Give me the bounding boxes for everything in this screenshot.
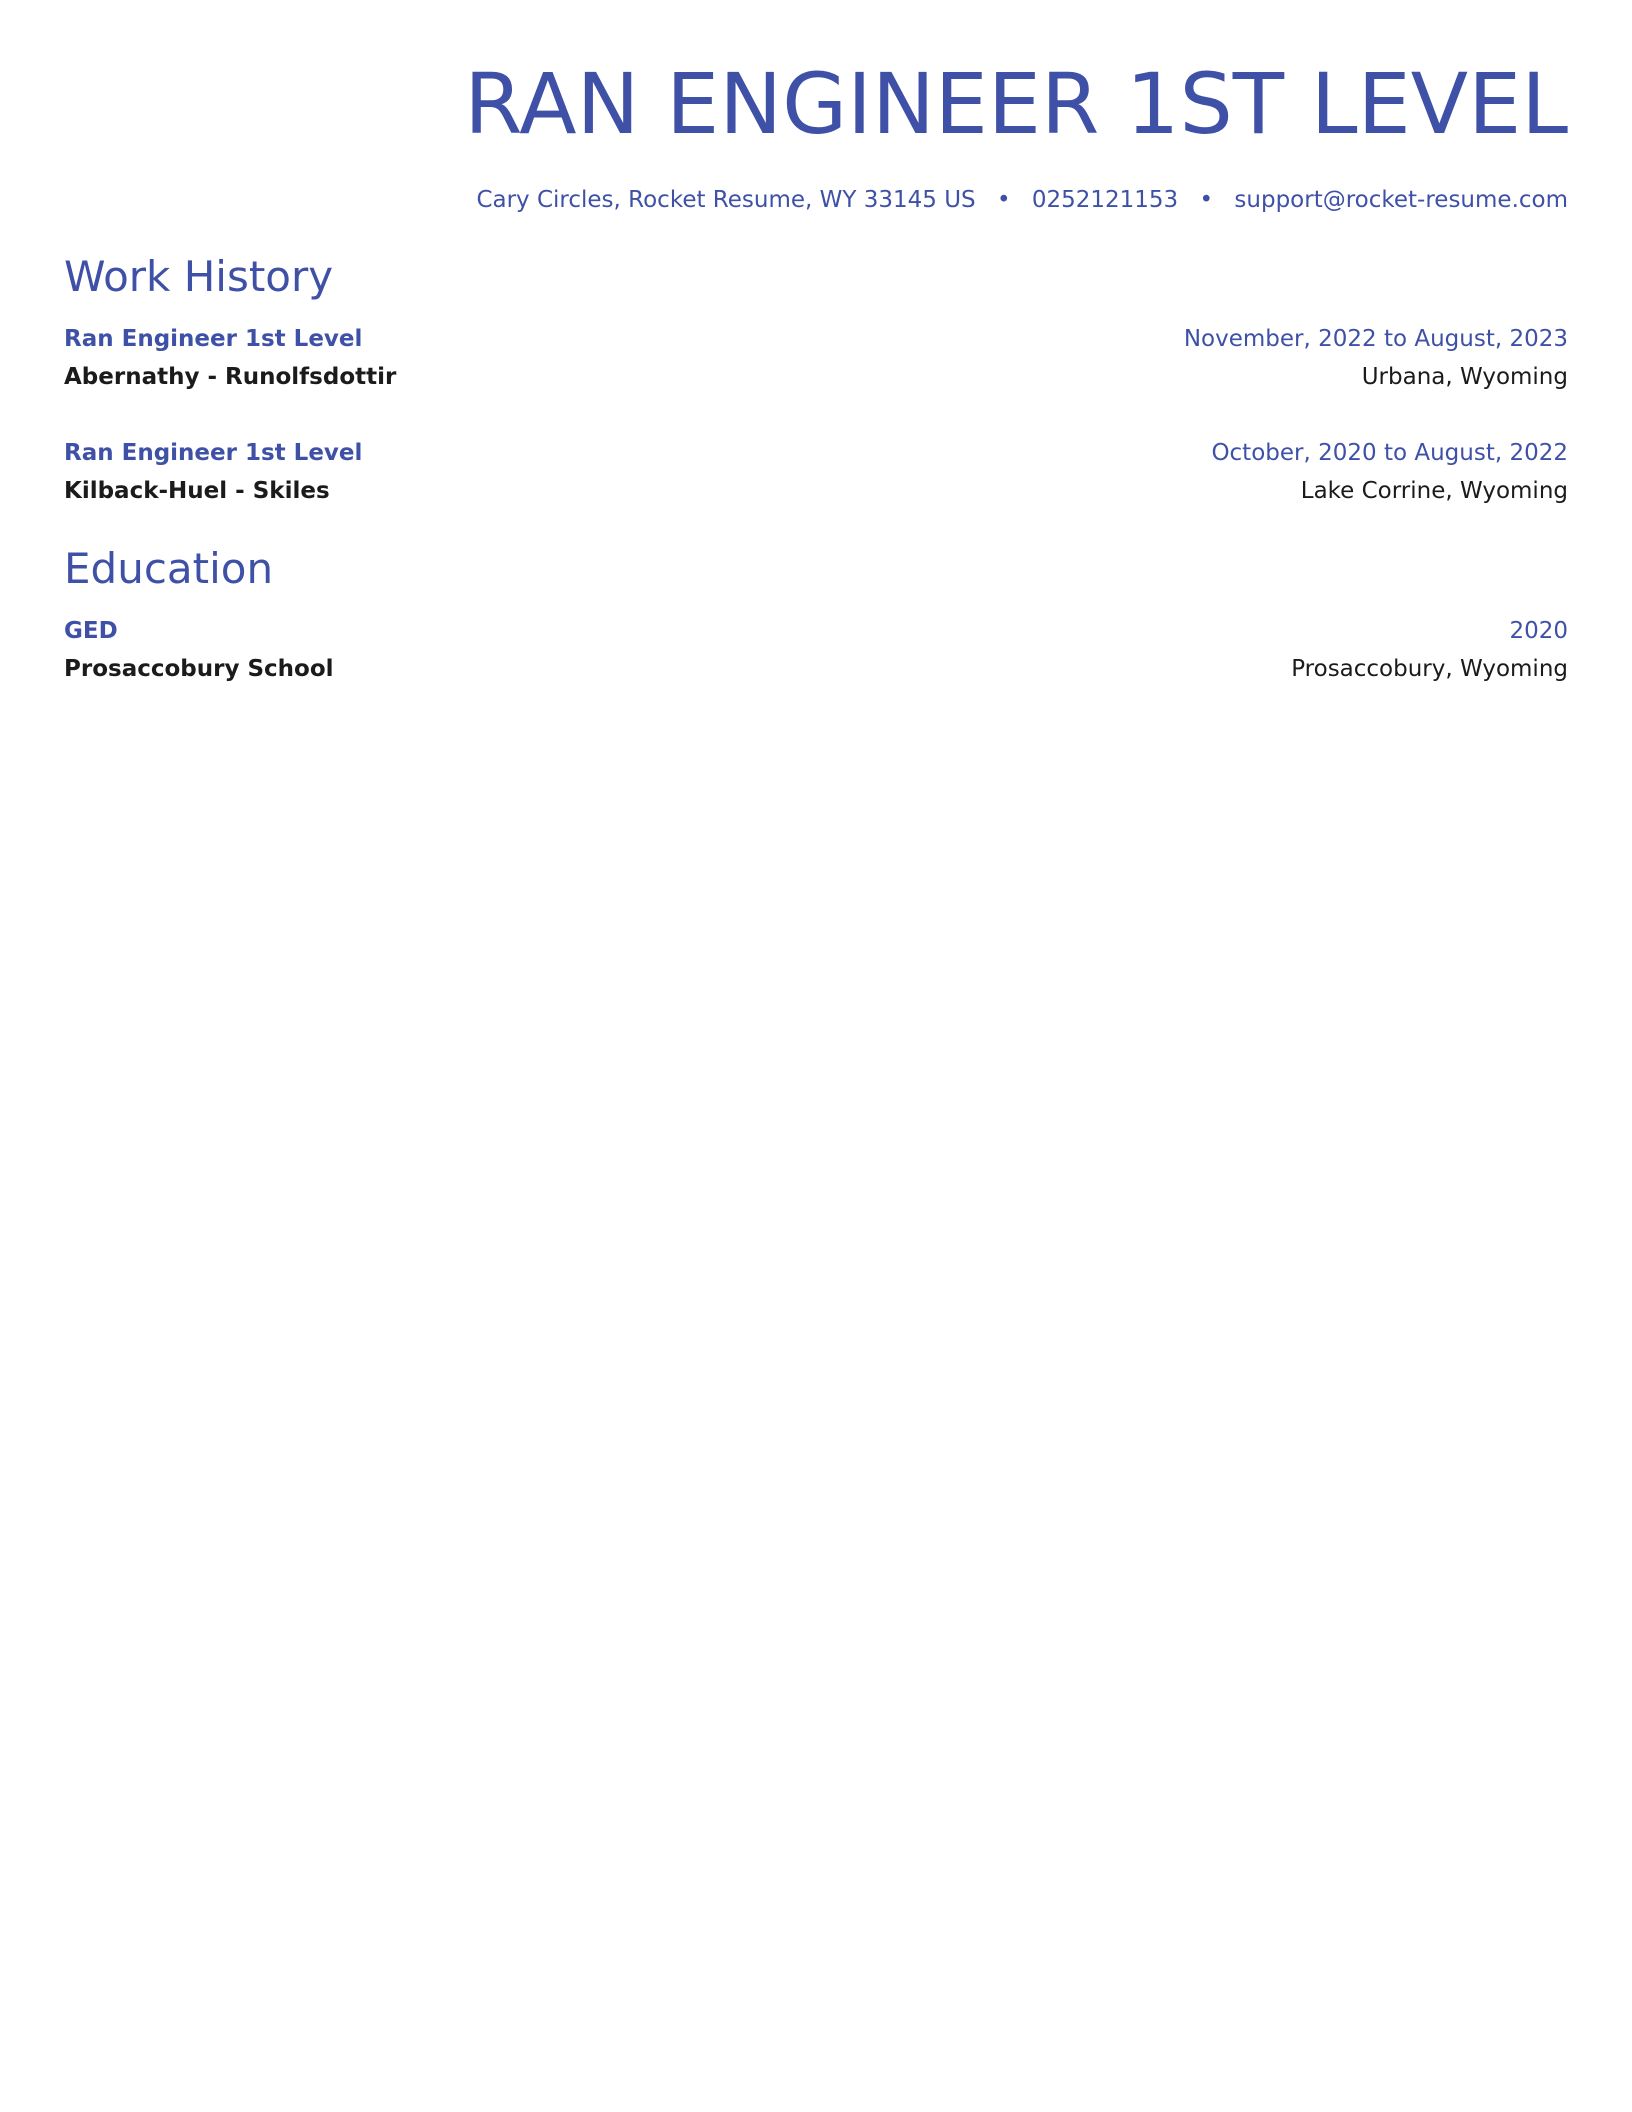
contact-line xyxy=(64,186,1568,214)
candidate-name: RAN ENGINEER 1ST LEVEL xyxy=(464,55,1568,153)
job-dates: October, 2020 to August, 2022 xyxy=(1211,440,1568,466)
education-entry-header xyxy=(64,612,1568,650)
job-position: Ran Engineer 1st Level xyxy=(64,326,363,352)
degree-name: GED xyxy=(64,618,118,644)
contact-phone: 0252121153 xyxy=(1031,187,1179,213)
job-location: Lake Corrine, Wyoming xyxy=(1300,478,1568,504)
job-location: Urbana, Wyoming xyxy=(1361,364,1568,390)
work-entry-header xyxy=(64,434,1568,472)
work-entry-details xyxy=(64,472,1568,510)
job-dates: November, 2022 to August, 2023 xyxy=(1183,326,1568,352)
work-entry-details xyxy=(64,358,1568,396)
graduation-year: 2020 xyxy=(1509,618,1568,644)
work-history-section xyxy=(64,252,1568,510)
job-position: Ran Engineer 1st Level xyxy=(64,440,363,466)
company-name: Kilback-Huel - Skiles xyxy=(64,478,330,504)
section-title: Education xyxy=(64,544,274,593)
education-entry-details xyxy=(64,650,1568,688)
work-entry-header xyxy=(64,320,1568,358)
company-name: Abernathy - Runolfsdottir xyxy=(64,364,397,390)
contact-email[interactable]: support@rocket-resume.com xyxy=(1234,187,1568,213)
work-entry xyxy=(64,434,1568,510)
contact-address: Cary Circles, Rocket Resume, WY 33145 US xyxy=(476,187,976,213)
education-entry xyxy=(64,612,1568,688)
school-location: Prosaccobury, Wyoming xyxy=(1291,656,1568,682)
education-section xyxy=(64,544,1568,688)
school-name: Prosaccobury School xyxy=(64,656,334,682)
resume-header xyxy=(64,56,1568,214)
section-title: Work History xyxy=(64,252,334,301)
contact-separator: • xyxy=(1199,187,1214,213)
contact-separator: • xyxy=(996,187,1011,213)
work-entry xyxy=(64,320,1568,396)
